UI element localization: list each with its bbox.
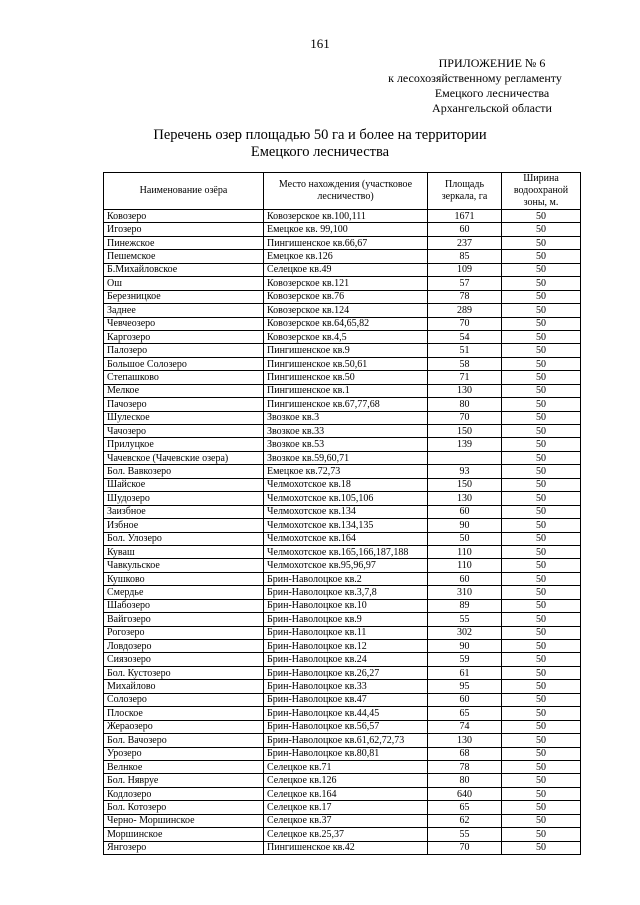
cell-area: 90	[428, 519, 502, 532]
cell-lake-name: Плоское	[104, 707, 264, 720]
cell-lake-name: Чавкульское	[104, 559, 264, 572]
table-row	[104, 613, 581, 626]
cell-location: Пингишенское кв.1	[264, 384, 428, 397]
table-row	[104, 277, 581, 290]
cell-lake-name: Бол. Котозеро	[104, 801, 264, 814]
cell-zone-width: 50	[502, 357, 581, 370]
cell-area: 74	[428, 720, 502, 733]
cell-area: 95	[428, 680, 502, 693]
cell-location: Брин-Наволоцкое кв.24	[264, 653, 428, 666]
table-row	[104, 760, 581, 773]
cell-area: 62	[428, 814, 502, 827]
cell-area: 60	[428, 223, 502, 236]
cell-zone-width: 50	[502, 210, 581, 223]
cell-zone-width: 50	[502, 519, 581, 532]
table-row	[104, 519, 581, 532]
cell-location: Селецкое кв.71	[264, 760, 428, 773]
cell-zone-width: 50	[502, 680, 581, 693]
table-row	[104, 210, 581, 223]
title-line-1: Перечень озер площадью 50 га и более на территории	[153, 127, 487, 143]
cell-location: Пингишенское кв.42	[264, 841, 428, 854]
cell-area: 60	[428, 572, 502, 585]
cell-zone-width: 50	[502, 398, 581, 411]
table-row	[104, 572, 581, 585]
cell-lake-name: Кушково	[104, 572, 264, 585]
cell-location: Звозкое кв.33	[264, 425, 428, 438]
table-row	[104, 371, 581, 384]
table-row	[104, 411, 581, 424]
cell-area: 54	[428, 330, 502, 343]
cell-zone-width: 50	[502, 545, 581, 558]
cell-location: Брин-Наволоцкое кв.33	[264, 680, 428, 693]
table-row	[104, 532, 581, 545]
cell-zone-width: 50	[502, 505, 581, 518]
cell-area: 130	[428, 384, 502, 397]
cell-lake-name: Куваш	[104, 545, 264, 558]
table-row	[104, 384, 581, 397]
cell-area: 80	[428, 774, 502, 787]
cell-location: Пингишенское кв.66,67	[264, 236, 428, 249]
table-body	[104, 210, 581, 855]
cell-zone-width: 50	[502, 277, 581, 290]
cell-area: 70	[428, 411, 502, 424]
cell-lake-name: Бол. Кустозеро	[104, 666, 264, 679]
cell-zone-width: 50	[502, 250, 581, 263]
cell-area: 85	[428, 250, 502, 263]
cell-lake-name: Чевчеозеро	[104, 317, 264, 330]
cell-area: 150	[428, 425, 502, 438]
cell-lake-name: Вайгозеро	[104, 613, 264, 626]
cell-lake-name: Моршинское	[104, 828, 264, 841]
table-row	[104, 223, 581, 236]
cell-location: Емецкое кв.72,73	[264, 465, 428, 478]
cell-zone-width: 50	[502, 425, 581, 438]
cell-location: Пингишенское кв.50	[264, 371, 428, 384]
cell-area: 61	[428, 666, 502, 679]
cell-area: 59	[428, 653, 502, 666]
table-row	[104, 626, 581, 639]
cell-zone-width: 50	[502, 747, 581, 760]
cell-zone-width: 50	[502, 371, 581, 384]
appendix-region: Архангельской области	[432, 101, 552, 115]
table-row	[104, 814, 581, 827]
cell-location: Звозкое кв.3	[264, 411, 428, 424]
cell-area: 110	[428, 559, 502, 572]
cell-zone-width: 50	[502, 599, 581, 612]
cell-lake-name: Янгозеро	[104, 841, 264, 854]
cell-location: Брин-Наволоцкое кв.11	[264, 626, 428, 639]
cell-location: Селецкое кв.49	[264, 263, 428, 276]
cell-lake-name: Пачозеро	[104, 398, 264, 411]
cell-location: Емецкое кв. 99,100	[264, 223, 428, 236]
cell-location: Брин-Наволоцкое кв.26,27	[264, 666, 428, 679]
cell-area: 302	[428, 626, 502, 639]
cell-lake-name: Бол. Вавкозеро	[104, 465, 264, 478]
cell-location: Челмохотское кв.95,96,97	[264, 559, 428, 572]
appendix-heading	[388, 56, 592, 116]
cell-location: Пингишенское кв.50,61	[264, 357, 428, 370]
table-row	[104, 317, 581, 330]
cell-lake-name: Березницкое	[104, 290, 264, 303]
cell-lake-name: Черно- Моршинское	[104, 814, 264, 827]
table-row	[104, 693, 581, 706]
cell-lake-name: Избное	[104, 519, 264, 532]
cell-location: Ковозерское кв.124	[264, 304, 428, 317]
cell-location: Брин-Наволоцкое кв.12	[264, 640, 428, 653]
table-row	[104, 586, 581, 599]
cell-area: 289	[428, 304, 502, 317]
cell-area: 78	[428, 290, 502, 303]
cell-zone-width: 50	[502, 465, 581, 478]
cell-zone-width: 50	[502, 559, 581, 572]
cell-location: Брин-Наволоцкое кв.3,7,8	[264, 586, 428, 599]
cell-location: Брин-Наволоцкое кв.9	[264, 613, 428, 626]
cell-location: Челмохотское кв.18	[264, 478, 428, 491]
table-row	[104, 787, 581, 800]
cell-location: Селецкое кв.25,37	[264, 828, 428, 841]
cell-zone-width: 50	[502, 532, 581, 545]
header-location: Место нахождения (участковое лесничество)	[264, 173, 428, 210]
table-row	[104, 250, 581, 263]
cell-location: Челмохотское кв.134,135	[264, 519, 428, 532]
document-title	[0, 127, 640, 161]
cell-location: Звозкое кв.53	[264, 438, 428, 451]
cell-lake-name: Заднее	[104, 304, 264, 317]
cell-area: 130	[428, 734, 502, 747]
cell-lake-name: Чачозеро	[104, 425, 264, 438]
cell-zone-width: 50	[502, 720, 581, 733]
cell-zone-width: 50	[502, 774, 581, 787]
table-row	[104, 357, 581, 370]
table-row	[104, 680, 581, 693]
cell-area: 89	[428, 599, 502, 612]
cell-zone-width: 50	[502, 223, 581, 236]
table-row	[104, 801, 581, 814]
cell-lake-name: Шайское	[104, 478, 264, 491]
table-row	[104, 828, 581, 841]
cell-area: 640	[428, 787, 502, 800]
cell-lake-name: Шулеское	[104, 411, 264, 424]
appendix-regulation: к лесохозяйственному регламенту	[388, 71, 562, 85]
cell-zone-width: 50	[502, 317, 581, 330]
cell-lake-name: Рогозеро	[104, 626, 264, 639]
cell-lake-name: Михайлово	[104, 680, 264, 693]
cell-area: 65	[428, 707, 502, 720]
cell-location: Селецкое кв.126	[264, 774, 428, 787]
cell-lake-name: Ковозеро	[104, 210, 264, 223]
cell-area: 71	[428, 371, 502, 384]
cell-zone-width: 50	[502, 344, 581, 357]
table-row	[104, 505, 581, 518]
cell-lake-name: Пинежское	[104, 236, 264, 249]
table-row	[104, 398, 581, 411]
header-zone-width: Ширина водоохраной зоны, м.	[502, 173, 581, 210]
cell-location: Пингишенское кв.67,77,68	[264, 398, 428, 411]
appendix-number: ПРИЛОЖЕНИЕ № 6	[438, 56, 546, 70]
appendix-forestry: Емецкого лесничества	[434, 86, 550, 100]
cell-area: 65	[428, 801, 502, 814]
cell-area: 237	[428, 236, 502, 249]
cell-lake-name: Чачевское (Чачевские озера)	[104, 451, 264, 464]
cell-area: 55	[428, 828, 502, 841]
table-header	[104, 173, 581, 210]
cell-zone-width: 50	[502, 492, 581, 505]
cell-zone-width: 50	[502, 787, 581, 800]
cell-area: 109	[428, 263, 502, 276]
cell-lake-name: Палозеро	[104, 344, 264, 357]
header-area: Площадь зеркала, га	[428, 173, 502, 210]
cell-area: 70	[428, 317, 502, 330]
cell-zone-width: 50	[502, 814, 581, 827]
table-row	[104, 559, 581, 572]
cell-zone-width: 50	[502, 734, 581, 747]
cell-zone-width: 50	[502, 411, 581, 424]
cell-area: 130	[428, 492, 502, 505]
cell-lake-name: Сиязозеро	[104, 653, 264, 666]
cell-location: Брин-Наволоцкое кв.61,62,72,73	[264, 734, 428, 747]
cell-zone-width: 50	[502, 801, 581, 814]
cell-zone-width: 50	[502, 330, 581, 343]
cell-zone-width: 50	[502, 828, 581, 841]
cell-location: Брин-Наволоцкое кв.80,81	[264, 747, 428, 760]
table-row	[104, 707, 581, 720]
table-row	[104, 747, 581, 760]
cell-area: 58	[428, 357, 502, 370]
cell-lake-name: Кодлозеро	[104, 787, 264, 800]
cell-lake-name: Ош	[104, 277, 264, 290]
cell-area: 310	[428, 586, 502, 599]
cell-lake-name: Мелкое	[104, 384, 264, 397]
cell-location: Брин-Наволоцкое кв.10	[264, 599, 428, 612]
cell-lake-name: Игозеро	[104, 223, 264, 236]
cell-zone-width: 50	[502, 666, 581, 679]
cell-location: Челмохотское кв.165,166,187,188	[264, 545, 428, 558]
cell-lake-name: Прилуцкое	[104, 438, 264, 451]
cell-lake-name: Большое Солозеро	[104, 357, 264, 370]
cell-location: Ковозерское кв.121	[264, 277, 428, 290]
table-row	[104, 330, 581, 343]
cell-lake-name: Бол. Улозеро	[104, 532, 264, 545]
cell-lake-name: Смердье	[104, 586, 264, 599]
page-number: 161	[310, 36, 330, 51]
cell-zone-width: 50	[502, 304, 581, 317]
cell-location: Ковозерское кв.100,111	[264, 210, 428, 223]
table-row	[104, 774, 581, 787]
cell-zone-width: 50	[502, 707, 581, 720]
cell-area: 57	[428, 277, 502, 290]
cell-lake-name: Ловдозеро	[104, 640, 264, 653]
cell-area: 150	[428, 478, 502, 491]
cell-lake-name: Урозеро	[104, 747, 264, 760]
cell-lake-name: Б.Михайловское	[104, 263, 264, 276]
cell-area: 60	[428, 505, 502, 518]
table-row	[104, 344, 581, 357]
cell-zone-width: 50	[502, 693, 581, 706]
cell-area: 70	[428, 841, 502, 854]
cell-zone-width: 50	[502, 613, 581, 626]
cell-zone-width: 50	[502, 841, 581, 854]
cell-location: Брин-Наволоцкое кв.2	[264, 572, 428, 585]
cell-area: 1671	[428, 210, 502, 223]
cell-zone-width: 50	[502, 626, 581, 639]
table-row	[104, 666, 581, 679]
cell-zone-width: 50	[502, 438, 581, 451]
table-row	[104, 599, 581, 612]
header-lake-name: Наименование озёра	[104, 173, 264, 210]
cell-location: Ковозерское кв.76	[264, 290, 428, 303]
cell-location: Ковозерское кв.64,65,82	[264, 317, 428, 330]
table-row	[104, 425, 581, 438]
cell-area: 50	[428, 532, 502, 545]
cell-area	[428, 451, 502, 464]
cell-area: 78	[428, 760, 502, 773]
cell-location: Селецкое кв.164	[264, 787, 428, 800]
cell-lake-name: Бол. Нявруе	[104, 774, 264, 787]
cell-zone-width: 50	[502, 236, 581, 249]
header-row	[104, 173, 581, 210]
cell-location: Пингишенское кв.9	[264, 344, 428, 357]
table-row	[104, 290, 581, 303]
table-row	[104, 465, 581, 478]
cell-area: 60	[428, 693, 502, 706]
cell-zone-width: 50	[502, 478, 581, 491]
cell-area: 51	[428, 344, 502, 357]
cell-area: 68	[428, 747, 502, 760]
table-row	[104, 545, 581, 558]
cell-lake-name: Жераозеро	[104, 720, 264, 733]
cell-area: 80	[428, 398, 502, 411]
cell-location: Емецкое кв.126	[264, 250, 428, 263]
cell-lake-name: Шудозеро	[104, 492, 264, 505]
cell-area: 93	[428, 465, 502, 478]
table-row	[104, 640, 581, 653]
cell-zone-width: 50	[502, 572, 581, 585]
cell-location: Селецкое кв.37	[264, 814, 428, 827]
title-line-2: Емецкого лесничества	[250, 144, 390, 160]
table-row	[104, 451, 581, 464]
cell-zone-width: 50	[502, 640, 581, 653]
cell-location: Звозкое кв.59,60,71	[264, 451, 428, 464]
cell-zone-width: 50	[502, 653, 581, 666]
cell-location: Ковозерское кв.4,5	[264, 330, 428, 343]
table-row	[104, 304, 581, 317]
cell-zone-width: 50	[502, 290, 581, 303]
table-row	[104, 478, 581, 491]
table-row	[104, 263, 581, 276]
cell-zone-width: 50	[502, 760, 581, 773]
cell-area: 110	[428, 545, 502, 558]
cell-location: Челмохотское кв.134	[264, 505, 428, 518]
cell-area: 139	[428, 438, 502, 451]
cell-lake-name: Солозеро	[104, 693, 264, 706]
table-row	[104, 236, 581, 249]
cell-location: Челмохотское кв.164	[264, 532, 428, 545]
table-row	[104, 438, 581, 451]
cell-lake-name: Степашково	[104, 371, 264, 384]
cell-lake-name: Шабозеро	[104, 599, 264, 612]
cell-location: Брин-Наволоцкое кв.47	[264, 693, 428, 706]
cell-zone-width: 50	[502, 586, 581, 599]
cell-zone-width: 50	[502, 451, 581, 464]
cell-location: Брин-Наволоцкое кв.44,45	[264, 707, 428, 720]
cell-location: Брин-Наволоцкое кв.56,57	[264, 720, 428, 733]
table-row	[104, 492, 581, 505]
cell-zone-width: 50	[502, 263, 581, 276]
cell-location: Селецкое кв.17	[264, 801, 428, 814]
cell-zone-width: 50	[502, 384, 581, 397]
cell-lake-name: Бол. Вачозеро	[104, 734, 264, 747]
cell-lake-name: Пешемское	[104, 250, 264, 263]
cell-lake-name: Велнкое	[104, 760, 264, 773]
cell-area: 90	[428, 640, 502, 653]
cell-lake-name: Каргозеро	[104, 330, 264, 343]
cell-area: 55	[428, 613, 502, 626]
table-row	[104, 841, 581, 854]
lakes-table	[103, 172, 581, 855]
cell-location: Челмохотское кв.105,106	[264, 492, 428, 505]
table-row	[104, 653, 581, 666]
cell-lake-name: Заизбное	[104, 505, 264, 518]
table-row	[104, 734, 581, 747]
table-row	[104, 720, 581, 733]
